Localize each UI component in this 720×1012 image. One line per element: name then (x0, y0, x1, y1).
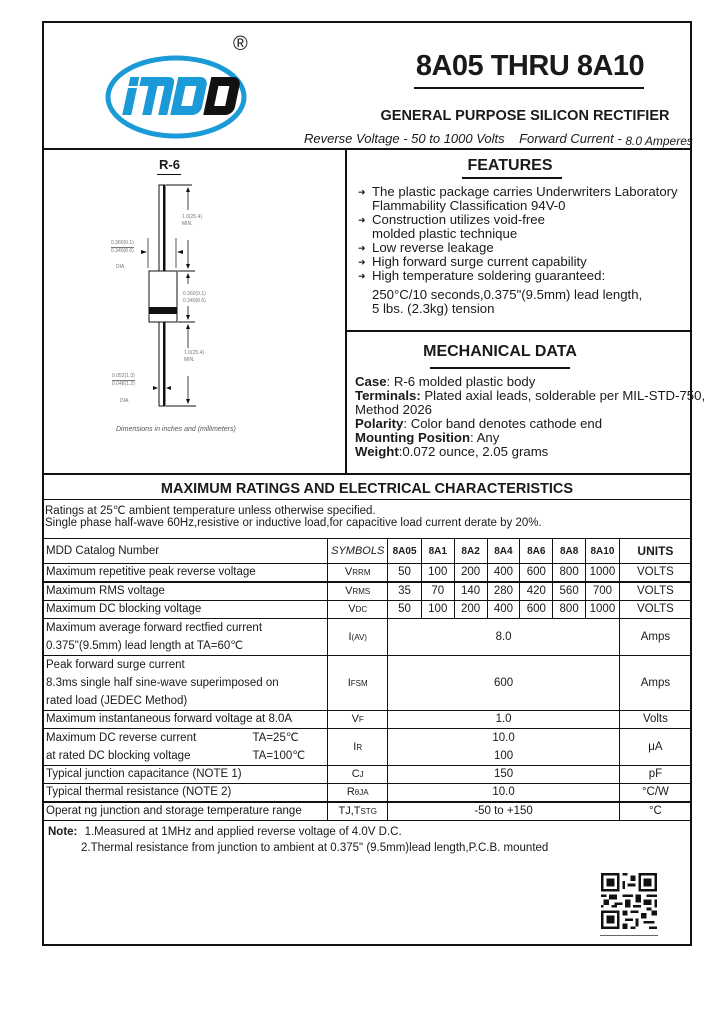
param-label: Maximum DC reverse current TA=25℃ at rated DC blocking voltage TA=100℃ (43, 729, 328, 766)
table-row (43, 802, 692, 821)
header-device: 8A05 (388, 539, 422, 564)
package-name-underline (157, 174, 181, 175)
value: 200 (454, 564, 487, 583)
header-catalog-number: MDD Catalog Number (43, 539, 328, 564)
features-mech-divider (345, 330, 692, 332)
unit: Amps (619, 619, 691, 656)
value: 8.0 (388, 619, 620, 656)
feature-item: ➜ High temperature soldering guaranteed: (358, 268, 606, 283)
value: 800 (553, 601, 586, 619)
header-device: 8A2 (454, 539, 487, 564)
notes-block (48, 824, 548, 856)
package-name: R-6 (159, 157, 180, 172)
ratings-table (42, 538, 692, 821)
ratings-title: MAXIMUM RATINGS AND ELECTRICAL CHARACTERISTICS (160, 481, 574, 497)
note-1: 1.Measured at 1MHz and applied reverse voltage of 4.0V D.C. (84, 826, 402, 838)
value: 100 (421, 564, 454, 583)
table-row (43, 729, 692, 766)
value: 600 (520, 601, 553, 619)
table-row (43, 564, 692, 583)
ratings-note-temperature: Ratings at 25℃ ambient temperature unless otherwise specified. (45, 505, 376, 517)
param-label: Maximum repetitive peak reverse voltage (43, 564, 328, 583)
header-device: 8A10 (586, 539, 620, 564)
value: 150 (388, 766, 620, 784)
note-2: 2.Thermal resistance from junction to ambient at 0.375" (9.5mm)lead length,P.C.B. mounted (81, 842, 549, 854)
mechanical-underline (430, 367, 570, 369)
value: 50 (388, 601, 422, 619)
param-label: Maximum average forward rectfied current 0.375"(9.5mm) lead length at TA=60℃ (43, 619, 328, 656)
value: 35 (388, 582, 422, 601)
mech-weight: Weight:0.072 ounce, 2.05 grams (355, 444, 549, 459)
header-device: 8A8 (553, 539, 586, 564)
param-label: Maximum DC blocking voltage (43, 601, 328, 619)
value: 400 (487, 564, 520, 583)
header-units: UNITS (619, 539, 691, 564)
unit: °C/W (619, 784, 691, 803)
param-label: Maximum RMS voltage (43, 582, 328, 601)
symbol: VF (328, 711, 388, 729)
param-label: Operat ng junction and storage temperature range (43, 802, 328, 821)
qr-code-icon[interactable] (601, 873, 657, 929)
arrow-bullet-icon: ➜ (358, 243, 366, 253)
ratings-divider (42, 473, 692, 475)
dim-lead-dia-note: DIA. (120, 398, 130, 404)
mech-mounting: Mounting Position: Any (355, 430, 500, 445)
mech-polarity: Polarity: Color band denotes cathode end (355, 416, 603, 431)
arrow-bullet-icon: ➜ (358, 271, 366, 281)
param-label: Typical thermal resistance (NOTE 2) (43, 784, 328, 803)
symbol: TJ,TSTG (328, 802, 388, 821)
dim-lead-dia-min: 0.048(1.2) (112, 381, 135, 387)
reverse-voltage: Reverse Voltage - 50 to 1000 Volts (304, 131, 505, 146)
value: 420 (520, 582, 553, 601)
value: 100 (421, 601, 454, 619)
value: -50 to +150 (388, 802, 620, 821)
value: 1000 (586, 601, 620, 619)
title-underline (414, 87, 644, 89)
dim-lead-dia-max: 0.052(1.3) (112, 373, 135, 379)
symbol: I(AV) (328, 619, 388, 656)
value: 10.0 (388, 784, 620, 803)
value: 1000 (586, 564, 620, 583)
table-header-row (43, 539, 692, 564)
mech-case: Case: R-6 molded plastic body (355, 374, 536, 389)
table-row (43, 619, 692, 656)
unit: °C (619, 802, 691, 821)
unit: pF (619, 766, 691, 784)
param-label: Typical junction capacitance (NOTE 1) (43, 766, 328, 784)
dim-body-dia-min: 0.340(8.6) (111, 248, 134, 254)
mech-terminals: Terminals: Plated axial leads, solderable per MIL-STD-750, (355, 388, 706, 403)
param-label: Peak forward surge current 8.3ms single half sine-wave superimposed on rated load (JEDEC Method) (43, 656, 328, 711)
unit: Amps (619, 656, 691, 711)
value: 50 (388, 564, 422, 583)
value: 70 (421, 582, 454, 601)
dim-bottom-lead: 1.0(25.4) MIN. (184, 350, 205, 363)
table-row (43, 766, 692, 784)
unit: Volts (619, 711, 691, 729)
dimensions-caption: Dimensions in inches and (millimeters) (116, 426, 236, 433)
dim-body-dia-max: 0.360(9.1) (111, 240, 134, 246)
value: 600 (388, 656, 620, 711)
symbol: CJ (328, 766, 388, 784)
feature-item: ➜ High forward surge current capability (358, 254, 587, 269)
table-row (43, 601, 692, 619)
feature-item: ➜ Construction utilizes void-free molded plastic technique (358, 212, 545, 241)
table-row (43, 711, 692, 729)
qr-caption-link[interactable] (600, 932, 658, 936)
value: 10.0 100 (388, 729, 620, 766)
table-row (43, 784, 692, 803)
header-symbols: SYMBOLS (328, 539, 388, 564)
ratings-note-load: Single phase half-wave 60Hz,resistive or inductive load,for capacitive load current derate by 20%. (45, 517, 542, 529)
dim-body-dia-note: DIA. (116, 264, 126, 270)
mechanical-title: MECHANICAL DATA (423, 343, 577, 360)
unit: VOLTS (619, 601, 691, 619)
feature-item: ➜ The plastic package carries Underwriters Laboratory Flammability Classification 94V-0 (358, 184, 678, 213)
headline-ratings (304, 131, 693, 146)
header-device: 8A4 (487, 539, 520, 564)
table-row (43, 582, 692, 601)
dim-top-lead: 1.0(25.4) MIN. (182, 214, 203, 227)
param-label: Maximum instantaneous forward voltage at 8.0A (43, 711, 328, 729)
header-device: 8A1 (421, 539, 454, 564)
part-range-title: 8A05 THRU 8A10 (415, 50, 645, 82)
symbol: IFSM (328, 656, 388, 711)
mdd-logo (105, 55, 247, 144)
mech-terminals-method: Method 2026 (355, 402, 432, 417)
value: 800 (553, 564, 586, 583)
registered-mark: ® (233, 33, 248, 55)
arrow-bullet-icon: ➜ (358, 215, 366, 225)
forward-current-value: 8.0 Amperes (625, 134, 693, 148)
symbol: RθJA (328, 784, 388, 803)
value: 140 (454, 582, 487, 601)
dim-body-length: 0.360(9.1) 0.340(8.6) (183, 291, 206, 304)
symbol: IR (328, 729, 388, 766)
forward-current-label: Forward Current - (519, 131, 622, 146)
value: 400 (487, 601, 520, 619)
unit: μA (619, 729, 691, 766)
symbol: VDC (328, 601, 388, 619)
unit: VOLTS (619, 564, 691, 583)
header-divider (42, 148, 692, 150)
value: 560 (553, 582, 586, 601)
arrow-bullet-icon: ➜ (358, 257, 366, 267)
ratings-title-divider (42, 499, 692, 500)
value: 600 (520, 564, 553, 583)
notes-label: Note: (48, 826, 78, 838)
symbol: VRMS (328, 582, 388, 601)
solder-detail: 250°C/10 seconds,0.375"(9.5mm) lead length, 5 lbs. (2.3kg) tension (372, 287, 643, 316)
header-device: 8A6 (520, 539, 553, 564)
features-underline (462, 177, 562, 179)
value: 700 (586, 582, 620, 601)
unit: VOLTS (619, 582, 691, 601)
feature-item: ➜ Low reverse leakage (358, 240, 494, 255)
symbol: VRRM (328, 564, 388, 583)
value: 200 (454, 601, 487, 619)
value: 1.0 (388, 711, 620, 729)
product-subtitle: GENERAL PURPOSE SILICON RECTIFIER (380, 108, 670, 124)
value: 280 (487, 582, 520, 601)
features-title: FEATURES (467, 157, 553, 174)
arrow-bullet-icon: ➜ (358, 187, 366, 197)
column-divider (345, 148, 347, 474)
table-row (43, 656, 692, 711)
